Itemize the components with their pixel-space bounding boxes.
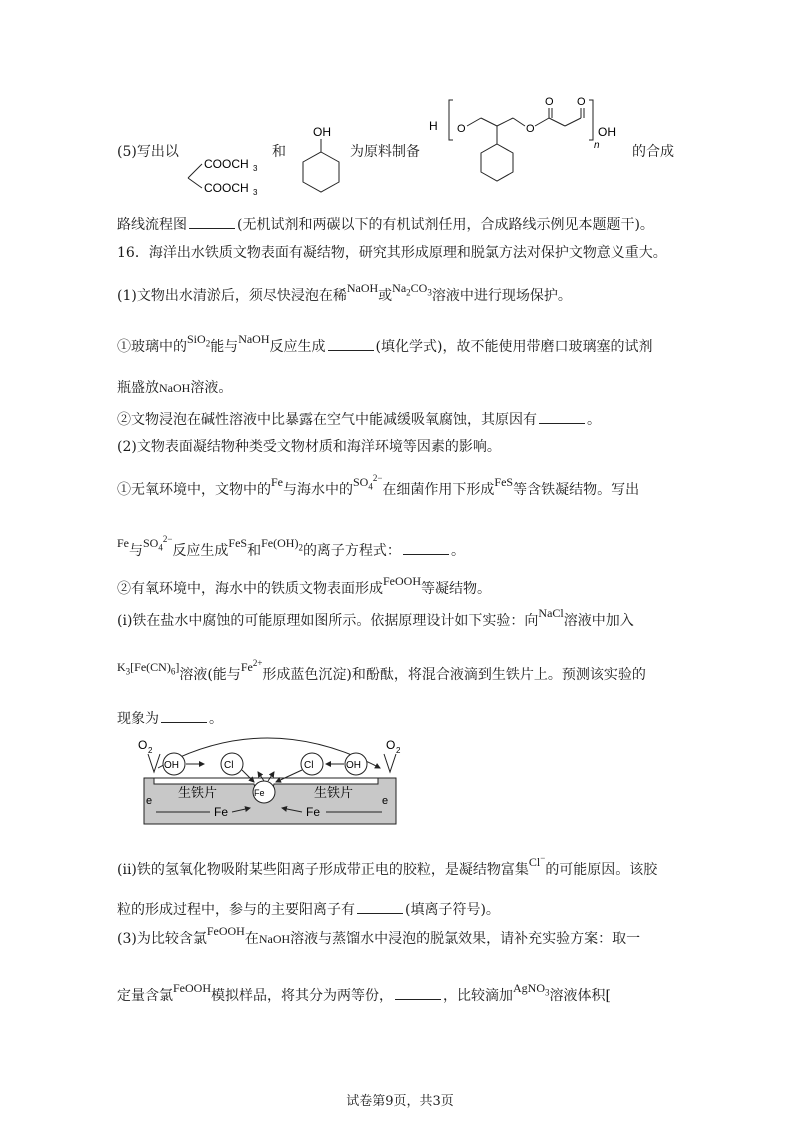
fe2: Fe xyxy=(240,660,253,674)
chem-nacl: NaCl xyxy=(538,606,564,620)
sub-2: 2 xyxy=(205,338,211,349)
answer-blank[interactable] xyxy=(539,409,585,424)
page-footer: 试卷第9页，共3页 xyxy=(346,1094,454,1109)
q15-text: (5)写出以 xyxy=(117,144,179,160)
q16-c1-cont xyxy=(117,379,232,397)
sub-6: 6 xyxy=(170,666,176,677)
sup-2plus: 2+ xyxy=(252,658,263,668)
and-label: 和 xyxy=(272,144,286,160)
chem-feoh2 xyxy=(261,536,303,553)
d1-end: 。 xyxy=(450,543,465,559)
d1-d: 等含铁凝结物。写出 xyxy=(513,482,640,498)
p3-g: 溶液体积[ xyxy=(549,988,611,1004)
d1-c: 在细菌作用下形成 xyxy=(382,482,495,498)
d1-a: ①无氧环境中，文物中的 xyxy=(117,482,271,498)
q16-i-result xyxy=(117,708,223,728)
c2-text: ②文物浸泡在碱性溶液中比暴露在空气中能减缓吸氧腐蚀，其原因有 xyxy=(117,412,537,428)
cl: Cl xyxy=(528,855,541,869)
sub-2c: 2 xyxy=(298,542,303,553)
reagent-sub1: 3 xyxy=(253,164,258,173)
chem-na2co3 xyxy=(392,281,432,298)
answer-blank[interactable] xyxy=(328,336,374,351)
q16-intro-text: 16．海洋出水铁质文物表面有凝结物，研究其形成原理和脱氯方法对保护文物意义重大。 xyxy=(117,245,667,261)
i-a: (i)铁在盐水中腐蚀的可能原理如图所示。依据原理设计如下实验：向 xyxy=(117,613,539,629)
q16-p2 xyxy=(117,438,501,456)
q16-c2 xyxy=(117,409,601,429)
and-text xyxy=(272,143,286,161)
sub-3: 3 xyxy=(125,666,131,677)
chem-feooh-2: FeOOH xyxy=(206,924,245,938)
chem-naoh-4: NaOH xyxy=(258,932,291,946)
suffix-label: 的合成 xyxy=(632,144,674,160)
q16-d2 xyxy=(117,574,491,598)
product-oh: OH xyxy=(598,125,616,139)
p1-or: 或 xyxy=(378,288,393,304)
cyclohexanol-oh: OH xyxy=(313,125,331,139)
i-end: 。 xyxy=(209,711,223,727)
q15-part5-line xyxy=(117,143,179,161)
fecn: Fe(CN) xyxy=(134,660,171,674)
q16-c1 xyxy=(117,332,653,360)
cyclohexanol-structure xyxy=(296,122,346,200)
chem-naoh: NaOH xyxy=(346,281,379,295)
product-o3: O xyxy=(545,96,554,108)
corrosion-diagram xyxy=(126,732,416,832)
chem-fe: Fe xyxy=(271,475,283,489)
c1-b: 能与 xyxy=(210,339,239,355)
product-o1: O xyxy=(457,123,466,135)
chem-naoh-3: NaOH xyxy=(159,381,191,395)
sup-2b: 2− xyxy=(162,534,173,544)
q16-p1 xyxy=(117,281,572,309)
d1-h: 的离子方程式： xyxy=(302,543,401,559)
suffix-text xyxy=(632,143,674,161)
c1-e: 瓶盛放 xyxy=(117,380,159,396)
d1-b: 与海水中的 xyxy=(283,482,353,498)
reagent-line1: COOCH xyxy=(204,157,249,171)
q15-line2-text: 路线流程图 xyxy=(117,217,187,233)
e-label-right: e xyxy=(382,795,389,807)
product-o4: O xyxy=(577,96,586,108)
plate-label-left: 生铁片 xyxy=(178,785,218,800)
chem-sio2 xyxy=(187,332,211,349)
oh-ion-right: OH xyxy=(346,760,361,771)
q16-ii xyxy=(117,853,658,879)
plate-label-right: 生铁片 xyxy=(314,785,354,800)
p3-c: 溶液与蒸馏水中浸泡的脱氯效果，请补充实验方案：取一 xyxy=(290,931,641,947)
answer-blank[interactable] xyxy=(395,985,441,1000)
p3-f: ，比较滴加 xyxy=(443,988,513,1004)
ii-b: 的可能原因。该胶 xyxy=(545,862,658,878)
chem-naoh-2: NaOH xyxy=(238,332,270,346)
q16-p3-cont xyxy=(117,981,611,1009)
chem-fes-2: FeS xyxy=(228,536,248,550)
chem-so4-2 xyxy=(143,534,173,553)
q15-line2-tail: (无机试剂和两碳以下的有机试剂任用，合成路线示例见本题题干)。 xyxy=(237,217,654,233)
cl-ion-right: Cl xyxy=(304,760,314,771)
product-n: n xyxy=(594,140,600,151)
chem-feooh-3: FeOOH xyxy=(173,981,211,995)
p3-a: (3)为比较含氯 xyxy=(117,931,207,947)
q16-d1 xyxy=(117,473,640,503)
chem-fe-2: Fe xyxy=(117,536,129,550)
reagent-line2: COOCH xyxy=(204,181,249,195)
p3-e: 模拟样品，将其分为两等份， xyxy=(211,988,393,1004)
answer-blank[interactable] xyxy=(403,540,449,555)
polyester-product-structure xyxy=(425,92,625,200)
d2-b: 等凝结物。 xyxy=(421,581,491,597)
cl-ion-left: Cl xyxy=(224,760,234,771)
p1-b: 溶液中进行现场保护。 xyxy=(431,288,572,304)
answer-blank[interactable] xyxy=(161,708,207,723)
q16-i xyxy=(117,606,634,630)
chem-k3fecn6: $K_3[Fe(CN)_6]$ xyxy=(117,660,180,677)
product-o2: O xyxy=(526,123,535,135)
q16-d1-cont xyxy=(117,534,465,564)
i-e: 现象为 xyxy=(117,711,159,727)
chem-feooh: FeOOH xyxy=(383,574,421,588)
d2-a: ②有氧环境中，海水中的铁质文物表面形成 xyxy=(117,581,383,597)
co: CO xyxy=(410,281,428,295)
c2-end: 。 xyxy=(587,412,601,428)
p1-a: (1)文物出水清淤后，须尽快浸泡在稀 xyxy=(117,288,347,304)
na: Na xyxy=(392,281,407,295)
q16-intro xyxy=(117,244,667,262)
p3-d: 定量含氯 xyxy=(117,988,173,1004)
sub-4b: 4 xyxy=(158,542,163,553)
o2-right-sub: 2 xyxy=(396,746,401,755)
o2-left-sub: 2 xyxy=(148,746,153,755)
chem-fes: FeS xyxy=(494,475,514,489)
o2-right: O xyxy=(386,738,396,752)
chem-fe2plus xyxy=(241,660,263,674)
sub-4: 4 xyxy=(368,481,373,492)
so-2: SO xyxy=(143,536,159,550)
q16-ii-cont xyxy=(117,899,500,919)
agno: AgNO xyxy=(513,981,545,995)
so: SO xyxy=(353,475,369,489)
sio: SiO xyxy=(187,332,206,346)
reagent-sub2: 3 xyxy=(253,188,258,197)
answer-blank[interactable] xyxy=(189,214,235,229)
i-b: 溶液中加入 xyxy=(563,613,634,629)
mid-label: 为原料制备 xyxy=(350,144,420,160)
c1-d: (填化学式)，故不能使用带磨口玻璃塞的试剂 xyxy=(375,339,653,355)
mid-text xyxy=(350,143,420,161)
p3-b: 在 xyxy=(244,931,259,947)
q16-p3 xyxy=(117,924,641,948)
chem-so4 xyxy=(353,473,383,492)
d1-f: 反应生成 xyxy=(172,543,229,559)
ii-a: (ii)铁的氢氧化物吸附某些阳离子形成带正电的胶粒，是凝结物富集 xyxy=(117,862,529,878)
c1-a: ①玻璃中的 xyxy=(117,339,187,355)
fe-label-left: Fe xyxy=(214,805,229,819)
q16-i-cont xyxy=(117,658,646,688)
sub-3b: 3 xyxy=(545,987,550,998)
e-label-left: e xyxy=(146,795,153,807)
i-c: 溶液(能与 xyxy=(179,667,241,683)
d1-e: 与 xyxy=(129,543,143,559)
ii-c: 粒的形成过程中，参与的主要阳离子有 xyxy=(117,902,355,918)
sup-2: 2− xyxy=(372,473,383,483)
o2-left: O xyxy=(138,738,148,752)
chem-agno3 xyxy=(513,981,550,998)
q15-line2 xyxy=(117,214,654,234)
chem-cl-minus xyxy=(529,855,545,869)
sub3: 3 xyxy=(427,287,432,298)
c1-f: 溶液。 xyxy=(190,380,233,396)
p2-text: (2)文物表面凝结物种类受文物材质和海洋环境等因素的影响。 xyxy=(117,439,501,455)
fe2-ion: Fe xyxy=(254,788,265,798)
fe-label-right: Fe xyxy=(306,805,321,819)
sup-minus: − xyxy=(540,853,546,863)
oh-ion-left: OH xyxy=(164,760,179,771)
d1-g: 和 xyxy=(247,543,262,559)
answer-blank[interactable] xyxy=(357,899,403,914)
sub2: 2 xyxy=(406,287,411,298)
c1-c: 反应生成 xyxy=(269,339,326,355)
ii-d: (填离子符号)。 xyxy=(405,902,500,918)
dimethyl-malonate-structure xyxy=(180,140,270,198)
feoh: Fe(OH) xyxy=(261,536,299,550)
i-d: 形成蓝色沉淀)和酚酞，将混合液滴到生铁片上。预测该实验的 xyxy=(262,667,646,683)
product-h: H xyxy=(429,119,438,133)
k: K xyxy=(117,660,126,674)
